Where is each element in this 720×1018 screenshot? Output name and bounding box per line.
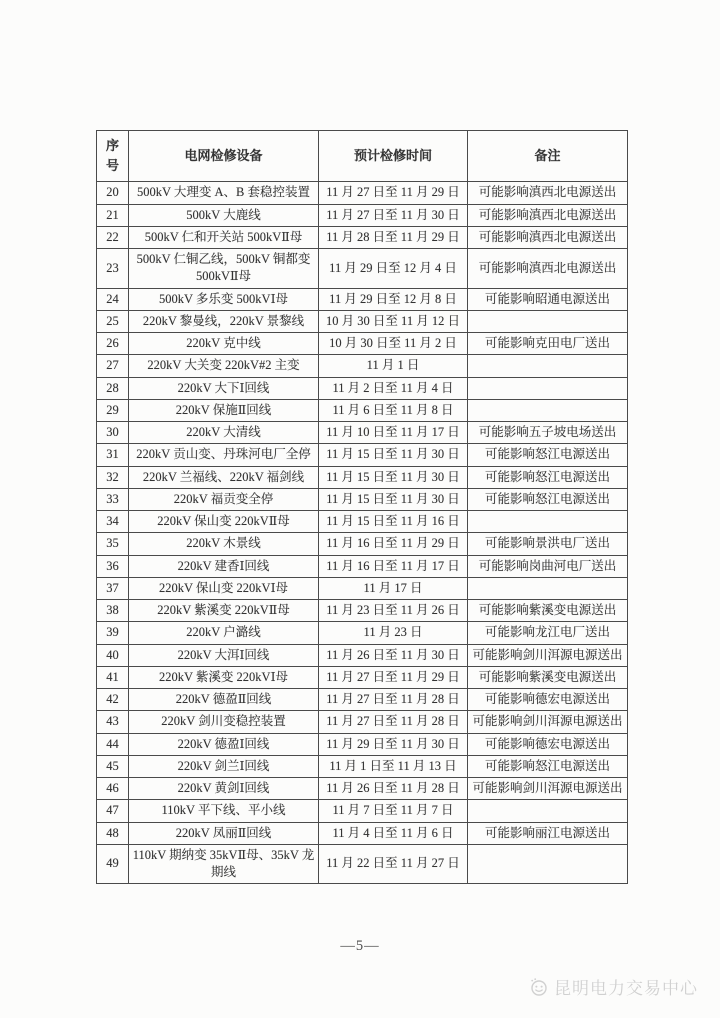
cell-equipment: 220kV 建香Ⅰ回线 <box>129 555 319 577</box>
cell-equipment: 220kV 大关变 220kV#2 主变 <box>129 355 319 377</box>
watermark-text: 昆明电力交易中心 <box>554 979 698 998</box>
cell-time: 11 月 7 日至 11 月 7 日 <box>319 800 468 822</box>
cell-no: 28 <box>97 377 129 399</box>
cell-equipment: 220kV 黎曼线，220kV 景黎线 <box>129 310 319 332</box>
cell-equipment: 220kV 克中线 <box>129 333 319 355</box>
cell-time: 11 月 16 日至 11 月 17 日 <box>319 555 468 577</box>
cell-time: 11 月 27 日至 11 月 29 日 <box>319 182 468 204</box>
cell-remark <box>468 577 628 599</box>
cell-no: 37 <box>97 577 129 599</box>
cell-equipment: 220kV 户潞线 <box>129 622 319 644</box>
table-row <box>97 511 628 533</box>
table-row <box>97 822 628 844</box>
table-row <box>97 622 628 644</box>
cell-equipment: 220kV 紫溪变 220kVⅠ母 <box>129 666 319 688</box>
cell-time: 11 月 4 日至 11 月 6 日 <box>319 822 468 844</box>
cell-equipment: 220kV 凤丽Ⅱ回线 <box>129 822 319 844</box>
cell-remark <box>468 377 628 399</box>
cell-time: 11 月 15 日至 11 月 30 日 <box>319 444 468 466</box>
cell-time: 11 月 27 日至 11 月 30 日 <box>319 204 468 226</box>
table-row <box>97 422 628 444</box>
cell-no: 49 <box>97 844 129 884</box>
cell-remark: 可能影响滇西北电源送出 <box>468 226 628 248</box>
cell-remark: 可能影响怒江电源送出 <box>468 466 628 488</box>
cell-equipment: 500kV 大鹿线 <box>129 204 319 226</box>
cell-equipment: 500kV 多乐变 500kVⅠ母 <box>129 288 319 310</box>
cell-no: 47 <box>97 800 129 822</box>
cell-remark <box>468 355 628 377</box>
cell-time: 11 月 10 日至 11 月 17 日 <box>319 422 468 444</box>
table-row <box>97 288 628 310</box>
cell-remark: 可能影响景洪电厂送出 <box>468 533 628 555</box>
watermark <box>529 974 698 999</box>
table-row <box>97 711 628 733</box>
cell-remark: 可能影响五子坡电场送出 <box>468 422 628 444</box>
cell-remark <box>468 800 628 822</box>
cell-no: 26 <box>97 333 129 355</box>
cell-equipment: 220kV 大下Ⅰ回线 <box>129 377 319 399</box>
cell-time: 11 月 1 日 <box>319 355 468 377</box>
cell-equipment: 220kV 黄剑Ⅰ回线 <box>129 778 319 800</box>
cell-remark: 可能影响丽江电源送出 <box>468 822 628 844</box>
cell-remark: 可能影响剑川洱源电源送出 <box>468 711 628 733</box>
cell-time: 11 月 6 日至 11 月 8 日 <box>319 399 468 421</box>
table-row <box>97 355 628 377</box>
cell-time: 11 月 15 日至 11 月 30 日 <box>319 488 468 510</box>
cell-no: 48 <box>97 822 129 844</box>
table-row <box>97 182 628 204</box>
cell-no: 21 <box>97 204 129 226</box>
cell-no: 44 <box>97 733 129 755</box>
cell-remark: 可能影响紫溪变电源送出 <box>468 666 628 688</box>
cell-time: 11 月 29 日至 12 月 8 日 <box>319 288 468 310</box>
table-row <box>97 844 628 884</box>
cell-equipment: 220kV 紫溪变 220kVⅡ母 <box>129 600 319 622</box>
table-row <box>97 488 628 510</box>
cell-time: 11 月 22 日至 11 月 27 日 <box>319 844 468 884</box>
cell-equipment: 220kV 大清线 <box>129 422 319 444</box>
table-row <box>97 377 628 399</box>
cell-equipment: 110kV 平下线、平小线 <box>129 800 319 822</box>
table-row <box>97 226 628 248</box>
cell-time: 11 月 29 日至 11 月 30 日 <box>319 733 468 755</box>
cell-time: 11 月 29 日至 12 月 4 日 <box>319 249 468 289</box>
table-row <box>97 555 628 577</box>
cell-no: 27 <box>97 355 129 377</box>
cell-no: 32 <box>97 466 129 488</box>
cell-no: 24 <box>97 288 129 310</box>
cell-remark: 可能影响滇西北电源送出 <box>468 182 628 204</box>
cell-no: 34 <box>97 511 129 533</box>
cell-equipment: 220kV 贡山变、丹珠河电厂全停 <box>129 444 319 466</box>
table-row <box>97 733 628 755</box>
cell-equipment: 500kV 大理变 A、B 套稳控装置 <box>129 182 319 204</box>
cell-no: 22 <box>97 226 129 248</box>
cell-no: 36 <box>97 555 129 577</box>
cell-time: 10 月 30 日至 11 月 12 日 <box>319 310 468 332</box>
cell-remark: 可能影响昭通电源送出 <box>468 288 628 310</box>
smiley-logo-icon <box>529 977 549 997</box>
cell-equipment: 220kV 剑川变稳控装置 <box>129 711 319 733</box>
cell-no: 42 <box>97 689 129 711</box>
cell-equipment: 500kV 仁铜乙线，500kV 铜都变 500kVⅡ母 <box>129 249 319 289</box>
cell-remark <box>468 511 628 533</box>
cell-time: 11 月 15 日至 11 月 30 日 <box>319 466 468 488</box>
cell-time: 10 月 30 日至 11 月 2 日 <box>319 333 468 355</box>
cell-remark: 可能影响德宏电源送出 <box>468 689 628 711</box>
page-number: —5— <box>340 938 380 954</box>
cell-time: 11 月 2 日至 11 月 4 日 <box>319 377 468 399</box>
cell-no: 20 <box>97 182 129 204</box>
cell-no: 23 <box>97 249 129 289</box>
header-estimated-time: 预计检修时间 <box>319 131 468 182</box>
table-row <box>97 800 628 822</box>
cell-equipment: 220kV 德盈Ⅱ回线 <box>129 689 319 711</box>
cell-remark: 可能影响滇西北电源送出 <box>468 204 628 226</box>
table-row <box>97 778 628 800</box>
table-row <box>97 466 628 488</box>
cell-equipment: 220kV 保施Ⅱ回线 <box>129 399 319 421</box>
cell-no: 31 <box>97 444 129 466</box>
cell-equipment: 110kV 期纳变 35kVⅡ母、35kV 龙期线 <box>129 844 319 884</box>
table-row <box>97 444 628 466</box>
cell-no: 43 <box>97 711 129 733</box>
cell-equipment: 220kV 大洱Ⅰ回线 <box>129 644 319 666</box>
cell-equipment: 500kV 仁和开关站 500kVⅡ母 <box>129 226 319 248</box>
cell-remark: 可能影响紫溪变电源送出 <box>468 600 628 622</box>
cell-remark: 可能影响怒江电源送出 <box>468 488 628 510</box>
cell-remark: 可能影响滇西北电源送出 <box>468 249 628 289</box>
table-row <box>97 204 628 226</box>
cell-remark: 可能影响德宏电源送出 <box>468 733 628 755</box>
table-row <box>97 533 628 555</box>
cell-time: 11 月 27 日至 11 月 28 日 <box>319 689 468 711</box>
cell-no: 41 <box>97 666 129 688</box>
header-equipment: 电网检修设备 <box>129 131 319 182</box>
cell-time: 11 月 26 日至 11 月 30 日 <box>319 644 468 666</box>
table-row <box>97 577 628 599</box>
cell-remark: 可能影响岗曲河电厂送出 <box>468 555 628 577</box>
cell-no: 25 <box>97 310 129 332</box>
cell-equipment: 220kV 剑兰Ⅰ回线 <box>129 755 319 777</box>
cell-no: 29 <box>97 399 129 421</box>
cell-no: 45 <box>97 755 129 777</box>
cell-time: 11 月 27 日至 11 月 28 日 <box>319 711 468 733</box>
cell-time: 11 月 23 日至 11 月 26 日 <box>319 600 468 622</box>
cell-equipment: 220kV 德盈Ⅰ回线 <box>129 733 319 755</box>
cell-equipment: 220kV 兰福线、220kV 福剑线 <box>129 466 319 488</box>
table-row <box>97 399 628 421</box>
cell-time: 11 月 28 日至 11 月 29 日 <box>319 226 468 248</box>
cell-equipment: 220kV 木景线 <box>129 533 319 555</box>
header-remark: 备注 <box>468 131 628 182</box>
cell-equipment: 220kV 福贡变全停 <box>129 488 319 510</box>
cell-equipment: 220kV 保山变 220kVⅠ母 <box>129 577 319 599</box>
cell-no: 46 <box>97 778 129 800</box>
maintenance-schedule-table <box>96 130 628 884</box>
header-serial-number: 序号 <box>97 131 129 182</box>
table-row <box>97 644 628 666</box>
maintenance-table-body <box>97 182 628 884</box>
cell-remark: 可能影响怒江电源送出 <box>468 755 628 777</box>
table-row <box>97 666 628 688</box>
cell-time: 11 月 15 日至 11 月 16 日 <box>319 511 468 533</box>
table-row <box>97 249 628 289</box>
cell-remark: 可能影响剑川洱源电源送出 <box>468 644 628 666</box>
table-row <box>97 310 628 332</box>
cell-remark: 可能影响克田电厂送出 <box>468 333 628 355</box>
cell-no: 35 <box>97 533 129 555</box>
cell-no: 40 <box>97 644 129 666</box>
table-row <box>97 755 628 777</box>
cell-no: 38 <box>97 600 129 622</box>
table-row <box>97 600 628 622</box>
cell-remark: 可能影响剑川洱源电源送出 <box>468 778 628 800</box>
cell-no: 39 <box>97 622 129 644</box>
cell-remark <box>468 399 628 421</box>
cell-equipment: 220kV 保山变 220kVⅡ母 <box>129 511 319 533</box>
table-row <box>97 333 628 355</box>
cell-remark <box>468 844 628 884</box>
cell-time: 11 月 1 日至 11 月 13 日 <box>319 755 468 777</box>
cell-remark: 可能影响龙江电厂送出 <box>468 622 628 644</box>
cell-time: 11 月 16 日至 11 月 29 日 <box>319 533 468 555</box>
cell-time: 11 月 17 日 <box>319 577 468 599</box>
table-header-row <box>97 131 628 182</box>
cell-remark <box>468 310 628 332</box>
cell-remark: 可能影响怒江电源送出 <box>468 444 628 466</box>
cell-time: 11 月 23 日 <box>319 622 468 644</box>
cell-no: 33 <box>97 488 129 510</box>
cell-time: 11 月 27 日至 11 月 29 日 <box>319 666 468 688</box>
cell-no: 30 <box>97 422 129 444</box>
table-row <box>97 689 628 711</box>
cell-time: 11 月 26 日至 11 月 28 日 <box>319 778 468 800</box>
